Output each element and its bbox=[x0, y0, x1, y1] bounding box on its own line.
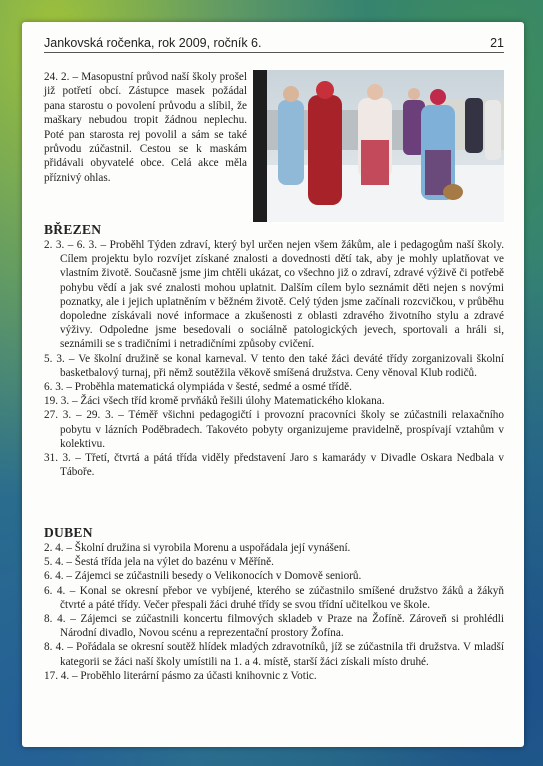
event-list-duben bbox=[44, 541, 504, 683]
page-number: 21 bbox=[490, 36, 504, 50]
list-item: 6. 4. – Konal se okresní přebor ve vybíjené, kterého se zúčastnilo smíšené družstvo žáků a žákyň čtvrté a páté třídy. Večer přespali žáci druhé třídy se svou třídní učitelkou ve škole. bbox=[44, 584, 504, 611]
carnival-photo-illustration bbox=[253, 70, 504, 222]
section-title-brezen: BŘEZEN bbox=[44, 222, 102, 237]
intro-paragraph: 24. 2. – Masopustní průvod naší školy prošel již potřetí obcí. Zástupce masek požádal pana starostu o povolení průvodu a slíbil, že maškary nebudou tropit žádnou neplechu. Poté pan starosta rej povolil a sám se také průvodu zúčastnil. Cestou se k maskám přidávali obyvatelé obce. Celá akce měla příznivý ohlas. bbox=[44, 71, 247, 184]
list-item: 27. 3. – 29. 3. – Téměř všichni pedagogičtí i provozní pracovníci školy se zúčastnili relaxačního pobytu v lázních Poděbradech. Takovéto pobyty organizujeme pravidelně, prospívají vztahům v kolektivu. bbox=[44, 409, 504, 450]
list-item: 2. 4. – Školní družina si vyrobila Morenu a uspořádala její vynášení. bbox=[44, 542, 351, 554]
list-item: 31. 3. – Třetí, čtvrtá a pátá třída viděly představení Jaro s kamarády v Divadle Oskara Nedbala v Táboře. bbox=[44, 452, 504, 479]
list-item: 6. 4. – Zájemci se zúčastnili besedy o Velikonocích v Domově seniorů. bbox=[44, 570, 362, 583]
list-item: 8. 4. – Pořádala se okresní soutěž hlídek mladých zdravotníků, jíž se zúčastnila tři družstva. V mladší kategorii se žáci naší školy umístili na 1. a 4. místě, starší žáci získali místo druhé. bbox=[44, 641, 504, 668]
event-list-brezen bbox=[44, 238, 504, 479]
list-item: 6. 3. – Proběhla matematická olympiáda v šesté, sedmé a osmé třídě. bbox=[44, 381, 352, 394]
list-item: 5. 4. – Šestá třída jela na výlet do bazénu v Měříně. bbox=[44, 556, 274, 569]
list-item: 19. 3. – Žáci všech tříd kromě prvňáků řešili úlohy Matematického klokana. bbox=[44, 395, 385, 408]
list-item: 2. 3. – 6. 3. – Proběhl Týden zdraví, který byl určen nejen všem žákům, ale i pedagogům naší školy. Cílem projektu bylo rozvíjet získané znalosti a dovednosti dětí tak, aby je mohly uplatňovat ve vlastním životě. Současně jsme jim chtěli ukázat, co všechno již o zdraví, zdravé výživě či potřebě pohybu vědí a jak své znalosti mohou uplatnit. Dalším cílem bylo seznámit děti nejen s novými poznatky, ale i jejich uplatněním v běžném životě. Celý týden jsme začínali rozcvičkou, v průběhu dopoledne získávali nové informace a zkušenosti z oblasti zdravého životního stylu a zdravé výživy. Odpoledne jsme besedovali o sociálně patologických jevech, sportovali a hráli si, seznámili se s tradičními i netradičními způsoby cvičení. bbox=[44, 239, 504, 351]
header-title: Jankovská ročenka, rok 2009, ročník 6. bbox=[44, 36, 262, 50]
list-item: 8. 4. – Zájemci se zúčastnili koncertu filmových skladeb v Praze na Žofíně. Zároveň si prohlédli Národní divadlo, Novou scénu a reprezentační prostory Žofína. bbox=[44, 613, 504, 640]
list-item: 5. 3. – Ve školní družině se konal karneval. V tento den také žáci deváté třídy zorganizovali školní basketbalový turnaj, při němž soutěžila věkově smíšená družstva. Ceny věnoval Klub rodičů. bbox=[44, 352, 504, 379]
section-title-duben: DUBEN bbox=[44, 525, 93, 540]
header-rule bbox=[44, 52, 504, 53]
list-item: 17. 4. – Proběhlo literární pásmo za účasti knihovnic z Votic. bbox=[44, 669, 317, 682]
carnival-photo bbox=[253, 70, 504, 222]
